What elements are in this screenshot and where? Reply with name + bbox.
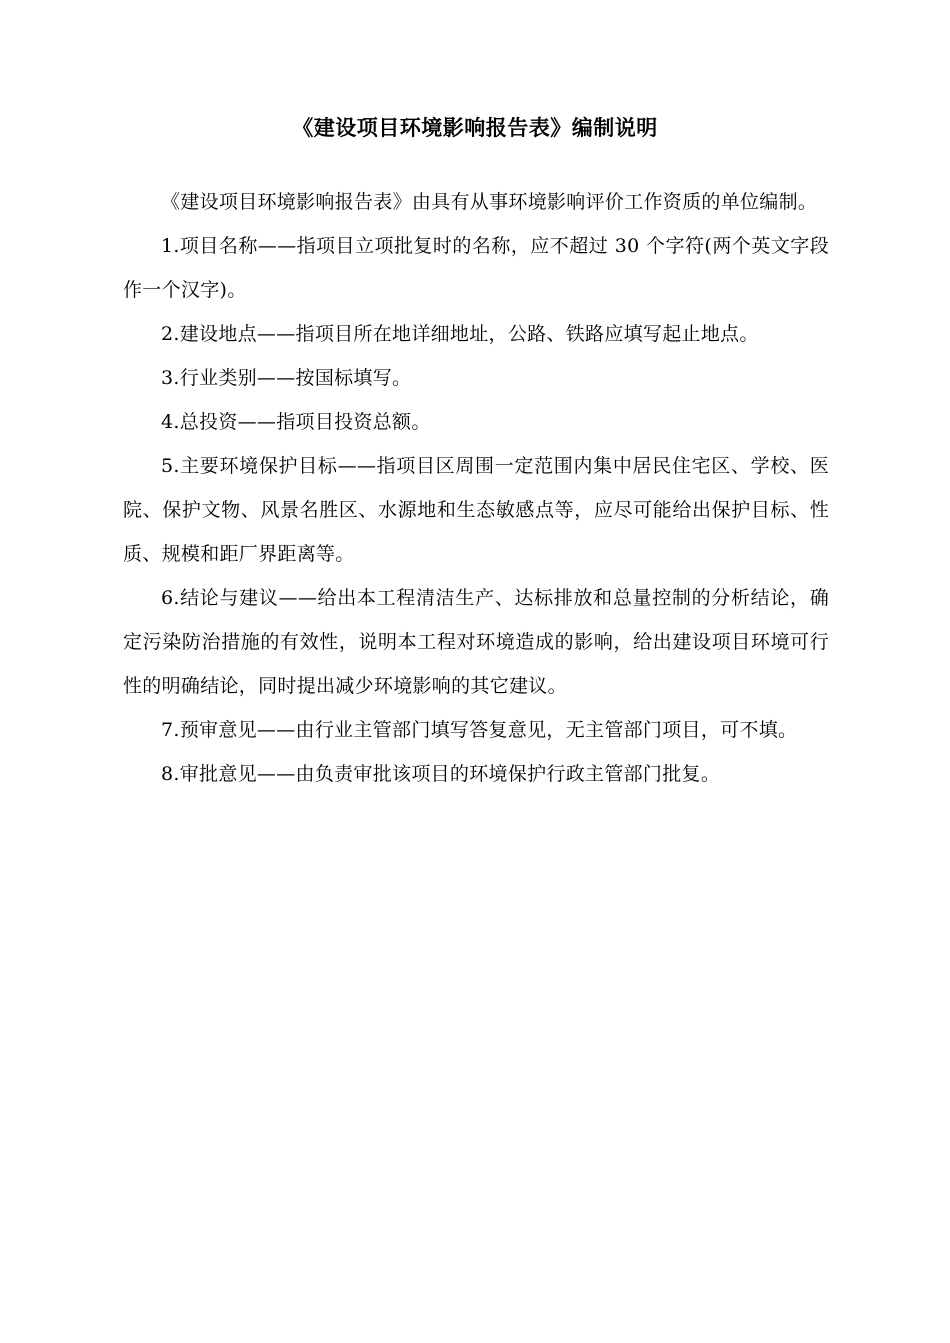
document-body — [123, 180, 829, 796]
paragraph-project-name: 1.项目名称——指项目立项批复时的名称，应不超过 30 个字符(两个英文字段作一个汉字)。 — [123, 235, 829, 301]
paragraph-pre-review-opinion: 7.预审意见——由行业主管部门填写答复意见，无主管部门项目，可不填。 — [161, 719, 798, 741]
paragraph-protection-targets: 5.主要环境保护目标——指项目区周围一定范围内集中居民住宅区、学校、医院、保护文物、风景名胜区、水源地和生态敏感点等，应尽可能给出保护目标、性质、规模和距厂界距离等。 — [123, 455, 829, 565]
paragraph-approval-opinion: 8.审批意见——由负责审批该项目的环境保护行政主管部门批复。 — [161, 763, 721, 785]
paragraph-industry-category: 3.行业类别——按国标填写。 — [161, 367, 412, 389]
paragraph-construction-site: 2.建设地点——指项目所在地详细地址，公路、铁路应填写起止地点。 — [161, 323, 759, 345]
paragraph-total-investment: 4.总投资——指项目投资总额。 — [161, 411, 431, 433]
paragraph-intro: 《建设项目环境影响报告表》由具有从事环境影响评价工作资质的单位编制。 — [161, 191, 818, 213]
document-title: 《建设项目环境影响报告表》编制说明 — [292, 116, 658, 140]
paragraph-conclusions: 6.结论与建议——给出本工程清洁生产、达标排放和总量控制的分析结论，确定污染防治措施的有效性，说明本工程对环境造成的影响，给出建设项目环境可行性的明确结论，同时提出减少环境影响的其它建议。 — [123, 587, 829, 697]
